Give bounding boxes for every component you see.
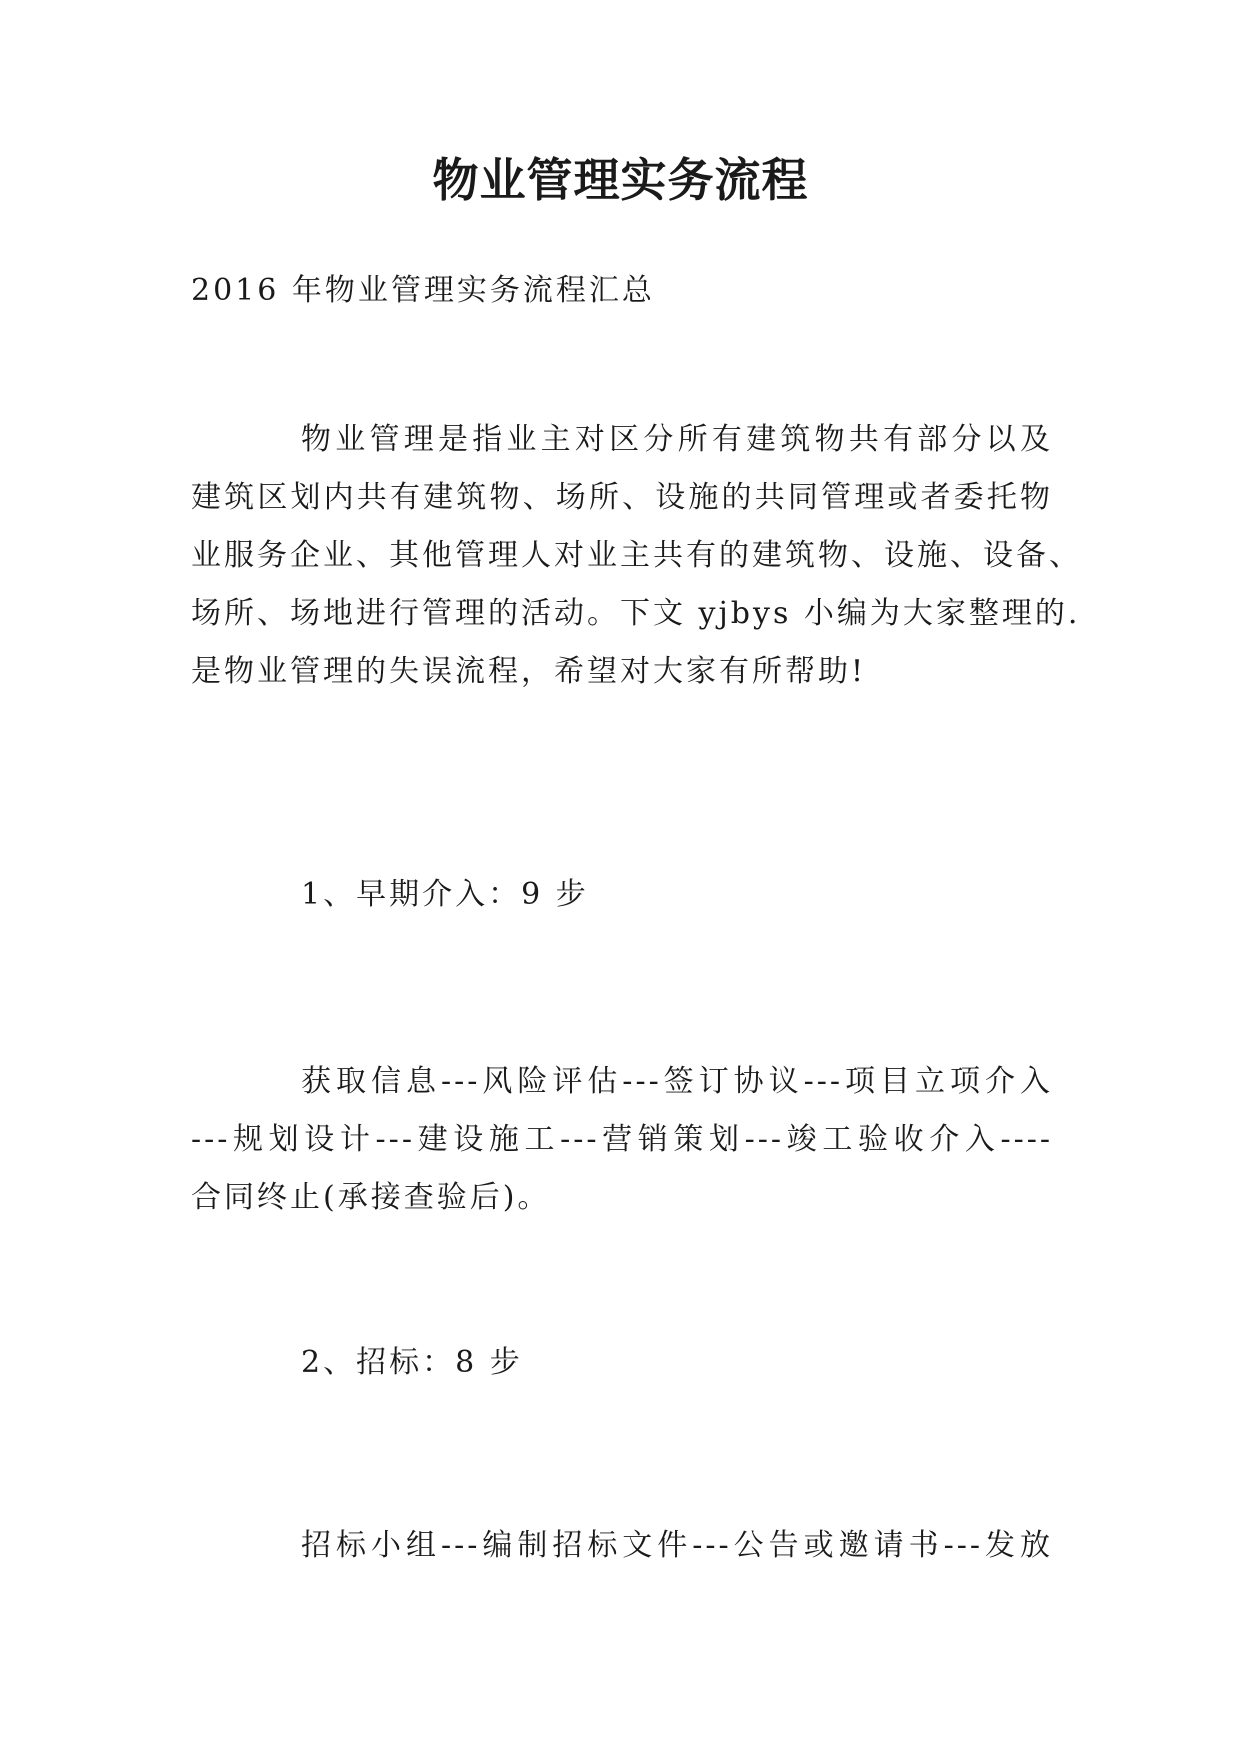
section-1-line-2: ---规划设计---建设施工---营销策划---竣工验收介入---- <box>191 1122 1053 1157</box>
section-1-heading: 1、早期介入：9 步 <box>301 877 589 912</box>
intro-line-2: 建筑区划内共有建筑物、场所、设施的共同管理或者委托物 <box>191 480 1053 515</box>
section-1-line-3: 合同终止(承接查验后)。 <box>191 1180 551 1215</box>
section-1-line-1: 获取信息---风险评估---签订协议---项目立项介入 <box>301 1064 1053 1099</box>
intro-line-5: 是物业管理的失误流程，希望对大家有所帮助! <box>191 654 867 689</box>
document-subtitle: 2016 年物业管理实务流程汇总 <box>191 273 655 308</box>
section-2-heading: 2、招标：8 步 <box>301 1345 523 1380</box>
document-title: 物业管理实务流程 <box>432 153 809 207</box>
intro-line-1: 物业管理是指业主对区分所有建筑物共有部分以及 <box>301 422 1053 457</box>
section-2-paragraph <box>191 1517 1053 1575</box>
intro-line-4: 场所、场地进行管理的活动。下文 yjbys 小编为大家整理的. <box>191 596 1081 631</box>
section-1-paragraph <box>191 1053 1053 1227</box>
intro-line-3: 业服务企业、其他管理人对业主共有的建筑物、设施、设备、 <box>191 538 1082 573</box>
section-2-line-1: 招标小组---编制招标文件---公告或邀请书---发放 <box>301 1528 1053 1563</box>
intro-paragraph <box>191 411 1082 701</box>
